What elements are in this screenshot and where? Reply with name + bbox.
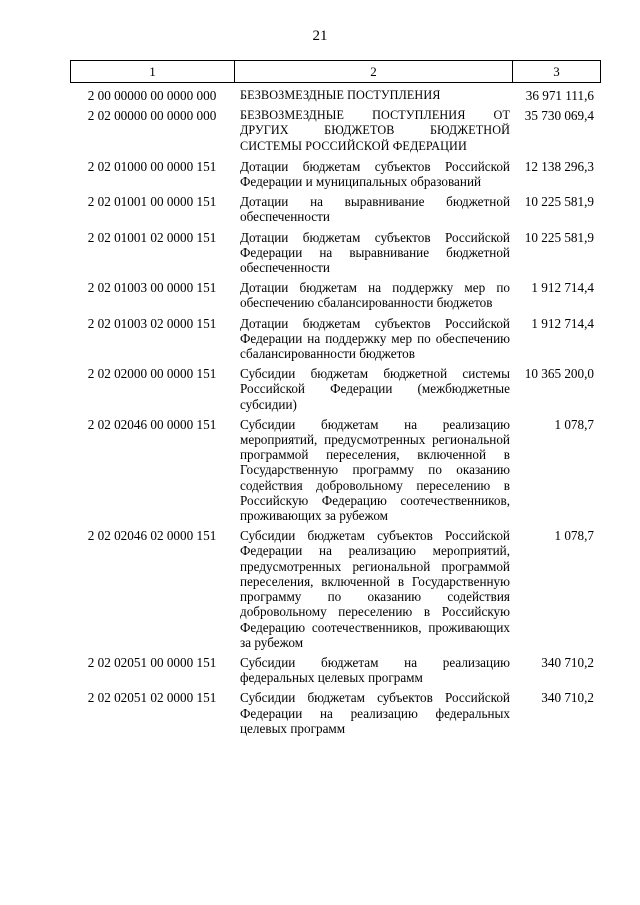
amount: 340 710,2 bbox=[541, 654, 594, 670]
amount: 1 078,7 bbox=[554, 416, 594, 432]
header-col-1: 1 bbox=[71, 61, 235, 82]
budget-code: 2 02 00000 00 0000 000 bbox=[87, 108, 217, 124]
table-row bbox=[70, 690, 601, 736]
income-name: Дотации на выравнивание бюджетной обеспеченности bbox=[240, 194, 510, 225]
table-row bbox=[70, 528, 601, 650]
amount: 1 912 714,4 bbox=[531, 280, 594, 296]
budget-code: 2 02 01003 00 0000 151 bbox=[87, 280, 217, 296]
page-number: 21 bbox=[312, 28, 328, 44]
table-row bbox=[70, 88, 601, 103]
income-name: Субсидии бюджетам бюджетной системы Российской Федерации (межбюджетные субсидии) bbox=[240, 366, 510, 412]
table-row bbox=[70, 108, 601, 154]
budget-code: 2 02 02051 00 0000 151 bbox=[87, 654, 217, 670]
income-name: Субсидии бюджетам на реализацию федеральных целевых программ bbox=[240, 654, 510, 686]
income-name: Субсидии бюджетам субъектов Российской Федерации на реализацию федеральных целевых программ bbox=[240, 690, 510, 736]
header-col-3: 3 bbox=[553, 64, 560, 79]
amount: 10 225 581,9 bbox=[524, 194, 594, 210]
budget-code: 2 02 01001 00 0000 151 bbox=[87, 194, 217, 210]
income-name: Дотации бюджетам субъектов Российской Федерации и муниципальных образований bbox=[240, 158, 510, 190]
table-row bbox=[70, 417, 601, 523]
income-name: Субсидии бюджетам на реализацию мероприятий, предусмотренных региональной программой переселения, включенной в Государственную программу по оказанию содействия добровольному переселению в Российскую Федерацию соотечественников, проживающих за рубежом bbox=[240, 416, 510, 524]
amount: 1 912 714,4 bbox=[531, 315, 594, 331]
budget-table bbox=[70, 60, 601, 736]
table-row bbox=[70, 655, 601, 685]
table-row bbox=[70, 230, 601, 276]
income-name: Субсидии бюджетам субъектов Российской Федерации на реализацию мероприятий, предусмотренных региональной программой переселения, включенной в Государственную программу по оказанию содействия добровольному переселению в Российскую Федерацию соотечественников, проживающих за рубежом bbox=[240, 528, 510, 650]
income-name: Дотации бюджетам субъектов Российской Федерации на выравнивание бюджетной обеспеченности bbox=[240, 229, 510, 276]
income-name: БЕЗВОЗМЕЗДНЫЕ ПОСТУПЛЕНИЯ ОТ ДРУГИХ БЮДЖЕТОВ БЮДЖЕТНОЙ СИСТЕМЫ РОССИЙСКОЙ ФЕДЕРАЦИИ bbox=[240, 108, 510, 153]
amount: 12 138 296,3 bbox=[524, 158, 594, 174]
budget-code: 2 02 01003 02 0000 151 bbox=[87, 315, 217, 331]
budget-code: 2 02 01000 00 0000 151 bbox=[87, 158, 217, 174]
table-row bbox=[70, 366, 601, 412]
table-header bbox=[70, 60, 601, 83]
amount: 340 710,2 bbox=[541, 690, 594, 706]
income-name: Дотации бюджетам субъектов Российской Федерации на поддержку мер по обеспечению сбалансированности бюджетов bbox=[240, 315, 510, 362]
budget-code: 2 02 02046 00 0000 151 bbox=[87, 416, 217, 432]
budget-code: 2 02 02051 02 0000 151 bbox=[87, 690, 217, 706]
budget-code: 2 00 00000 00 0000 000 bbox=[87, 88, 217, 103]
amount: 35 730 069,4 bbox=[524, 108, 594, 124]
table-row bbox=[70, 316, 601, 362]
budget-code: 2 02 02046 02 0000 151 bbox=[87, 528, 217, 544]
amount: 36 971 111,6 bbox=[525, 88, 594, 103]
table-row bbox=[70, 280, 601, 310]
header-col-2: 2 bbox=[235, 61, 513, 82]
amount: 10 365 200,0 bbox=[524, 366, 594, 382]
amount: 1 078,7 bbox=[554, 528, 594, 544]
table-row bbox=[70, 159, 601, 189]
table-row bbox=[70, 194, 601, 224]
income-name: БЕЗВОЗМЕЗДНЫЕ ПОСТУПЛЕНИЯ bbox=[240, 88, 441, 102]
budget-code: 2 02 02000 00 0000 151 bbox=[87, 366, 217, 382]
budget-code: 2 02 01001 02 0000 151 bbox=[87, 229, 217, 245]
amount: 10 225 581,9 bbox=[524, 229, 594, 245]
income-name: Дотации бюджетам на поддержку мер по обеспечению сбалансированности бюджетов bbox=[240, 280, 510, 311]
